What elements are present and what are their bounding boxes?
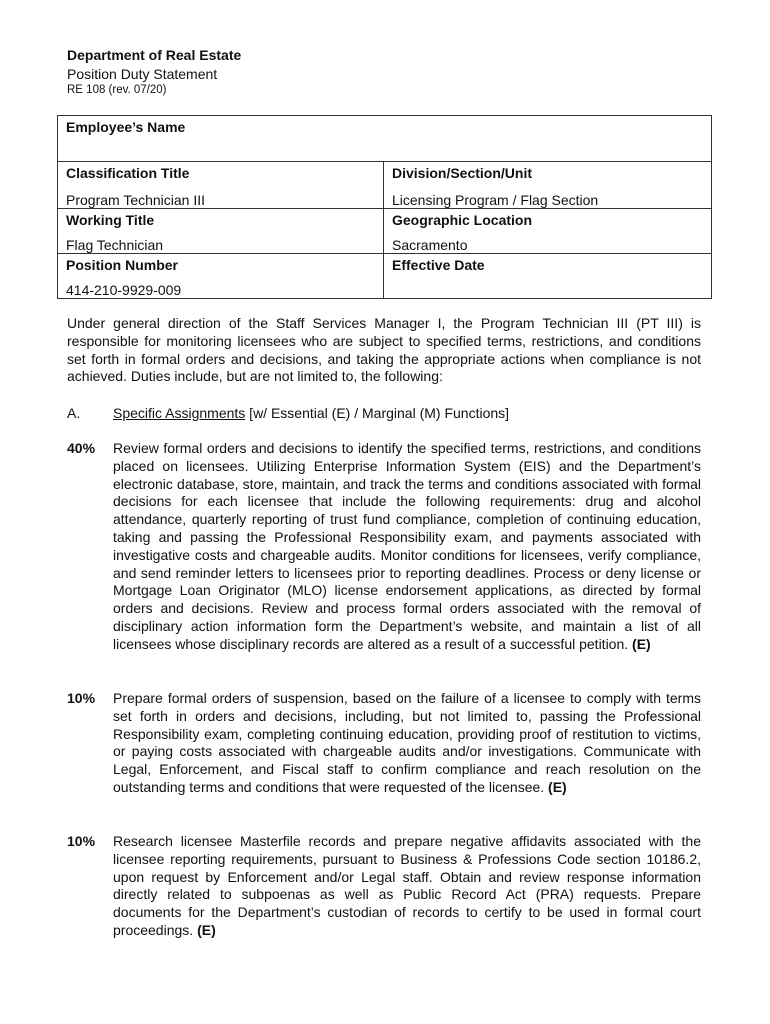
duty-function-tag: (E): [197, 921, 216, 938]
division-cell: [384, 162, 712, 209]
effective-date-cell: [384, 254, 712, 299]
duty-text: Research licensee Masterfile records and prepare negative affidavits associated with the licensee reporting requirements, pursuant to Business & Professions Code section 10186.2, upon request by Enforcement and/or Legal staff. Obtain and review response information directly related to subpoenas as well as Public Record Act (PRA) requests. Prepare documents for the Department’s custodian of records to certify to be used in formal court proceedings.: [113, 833, 701, 938]
form-code: RE 108 (rev. 07/20): [67, 84, 167, 96]
section-subtitle: [w/ Essential (E) / Marginal (M) Functions]: [245, 405, 510, 421]
classification-title-cell: [58, 162, 384, 209]
duty-text: Prepare formal orders of suspension, based on the failure of a licensee to comply with terms set forth in orders and decisions, including, but not limited to, passing the Professional Responsibility exam, completing continuing education, providing proof of restitution to victims, or paying costs associated with chargeable audits and/or investigations. Communicate with Legal, Enforcement, and Fiscal staff to confirm compliance and reach resolution on the outstanding terms and conditions that were requested of the licensee.: [113, 690, 701, 795]
organization-name: Department of Real Estate: [67, 47, 242, 63]
employee-name-label: Employee’s Name: [66, 119, 186, 135]
duty-percent: 40%: [67, 440, 96, 456]
working-title-value: Flag Technician: [66, 237, 164, 253]
document-title: Position Duty Statement: [67, 66, 218, 82]
position-number-value: 414-210-9929-009: [66, 282, 182, 298]
geographic-location-value: Sacramento: [392, 237, 468, 253]
duty-percent: 10%: [67, 833, 96, 849]
intro-paragraph: Under general direction of the Staff Services Manager I, the Program Technician III (PT III) is responsible for monitoring licensees who are subject to specified terms, restrictions, and conditions set forth in formal orders and decisions, and taking the appropriate actions when compliance is not achieved. Duties include, but are not limited to, the following:: [67, 315, 701, 385]
duty-function-tag: (E): [548, 778, 567, 795]
position-number-label: Position Number: [66, 257, 179, 273]
document-header: [67, 46, 241, 97]
effective-date-label: Effective Date: [392, 257, 485, 273]
working-title-cell: [58, 209, 384, 254]
working-title-label: Working Title: [66, 212, 155, 228]
position-info-table: [57, 115, 712, 299]
duty-function-tag: (E): [632, 635, 651, 652]
geographic-location-cell: [384, 209, 712, 254]
section-a-heading: [67, 404, 509, 422]
section-letter: A.: [67, 405, 81, 421]
geographic-location-label: Geographic Location: [392, 212, 533, 228]
duty-item: [67, 690, 701, 797]
section-title: Specific Assignments: [113, 405, 246, 421]
duty-item: [67, 440, 701, 654]
duty-text: Review formal orders and decisions to identify the specified terms, restrictions, and conditions placed on licensees. Utilizing Enterprise Information System (EIS) and the Department’s electronic database, store, maintain, and track the terms and conditions associated with formal decisions for each licensee that include the following requirements: drug and alcohol attendance, quarterly reporting of trust fund compliance, completion of continuing education, taking and passing the Professional Responsibility exam, and payments associated with investigative costs and chargeable audits. Monitor conditions for licensees, verify compliance, and send reminder letters to licensees prior to reporting deadlines. Process or deny license or Mortgage Loan Originator (MLO) license endorsement applications, as directed by formal orders and decisions. Review and process formal orders associated with the removal of disciplinary action information form the Department’s website, and maintain a list of all licensees whose disciplinary records are altered as a result of a successful petition.: [113, 440, 701, 652]
division-value: Licensing Program / Flag Section: [392, 192, 599, 208]
classification-title-value: Program Technician III: [66, 192, 206, 208]
duty-item: [67, 833, 701, 940]
duty-percent: 10%: [67, 690, 96, 706]
classification-title-label: Classification Title: [66, 165, 190, 181]
position-number-cell: [58, 254, 384, 299]
division-label: Division/Section/Unit: [392, 165, 533, 181]
employee-name-cell: [58, 116, 712, 162]
